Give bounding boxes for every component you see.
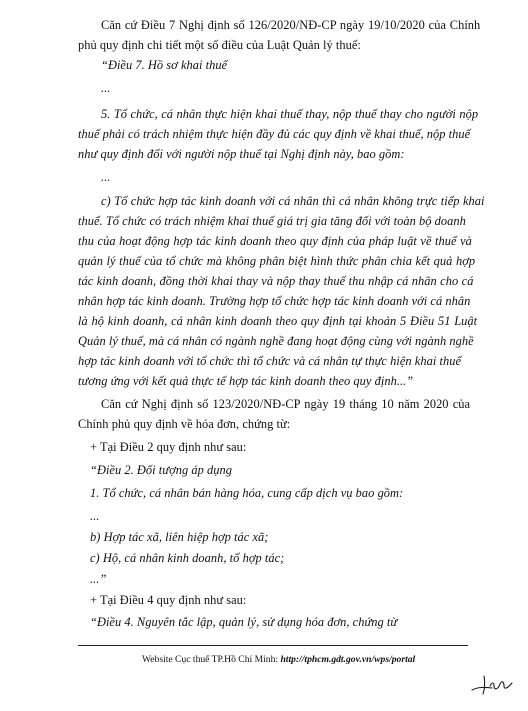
quote-line: là hộ kinh doanh, cá nhân kinh doanh theo quy định tại khoản 5 Điều 51 Luật	[78, 314, 478, 328]
quote-line: nhân hợp tác kinh doanh. Trường hợp tổ chức hợp tác kinh doanh với cá nhân	[78, 294, 471, 308]
quote-line: 1. Tổ chức, cá nhân bán hàng hóa, cung cấp dịch vụ bao gồm:	[90, 486, 404, 500]
quote-line: thu của hoạt động hợp tác kinh doanh theo quy định của pháp luật về thuế và	[78, 234, 472, 248]
quote-line: hợp tác kinh doanh với tổ chức thì tổ chức và cá nhân tự thực hiện khai thuế	[78, 354, 461, 368]
handwritten-signature-icon	[470, 670, 518, 696]
quote-line: tác kinh doanh, đồng thời khai thay và nộp thay thuế thu nhập cá nhân cho cá	[78, 274, 474, 288]
footer-label: Website Cục thuế TP.Hồ Chí Minh:	[142, 654, 281, 665]
quote-line: tương ứng với kết quả thực tế hợp tác kinh doanh theo quy định...”	[78, 374, 414, 388]
quote-line: như quy định đối với người nộp thuế tại Nghị định này, bao gồm:	[78, 147, 405, 161]
paragraph-line: Căn cứ Nghị định số 123/2020/NĐ-CP ngày 19 tháng 10 năm 2020 của	[101, 397, 471, 411]
quote-line: Quản lý thuế, mà cá nhân có ngành nghề đang hoạt động cùng với ngành nghề	[78, 334, 474, 348]
quote-line: “Điều 2. Đối tượng áp dụng	[90, 463, 233, 477]
paragraph-line: Chính phủ quy định về hóa đơn, chứng từ:	[78, 417, 291, 431]
ellipsis-line: ...	[101, 170, 111, 184]
footer-url-link[interactable]: http://tphcm.gdt.gov.vn/wps/portal	[280, 654, 416, 665]
ellipsis-line: ...	[101, 81, 111, 95]
paragraph-line: phủ quy định chi tiết một số điều của Luật Quản lý thuế:	[78, 38, 361, 52]
ellipsis-line: ...	[90, 509, 100, 523]
quote-line: c) Hộ, cá nhân kinh doanh, tổ hợp tác;	[90, 551, 285, 565]
ellipsis-line: ...”	[90, 572, 107, 586]
quote-line: c) Tổ chức hợp tác kinh doanh với cá nhân thì cá nhân không trực tiếp khai	[101, 194, 485, 208]
quote-line: “Điều 7. Hồ sơ khai thuế	[101, 58, 228, 72]
quote-line: thuế phải có trách nhiệm thực hiện đầy đủ các quy định về khai thuế, nộp thuế	[78, 127, 471, 141]
quote-line: quản lý thuế của tổ chức mà không phân biệt hình thức phân chia kết quả hợp	[78, 254, 476, 268]
quote-line: 5. Tổ chức, cá nhân thực hiện khai thuế thay, nộp thuế thay cho người nộp	[101, 107, 479, 121]
paragraph-line: + Tại Điều 2 quy định như sau:	[90, 440, 247, 454]
paragraph-line: Căn cứ Điều 7 Nghị định số 126/2020/NĐ-CP ngày 19/10/2020 của Chính	[101, 18, 481, 32]
quote-line: thuế. Tổ chức có trách nhiệm khai thuế giá trị gia tăng đối với toàn bộ doanh	[78, 214, 466, 228]
quote-line: “Điều 4. Nguyên tắc lập, quản lý, sử dụng hóa đơn, chứng từ	[90, 615, 398, 629]
paragraph-line: + Tại Điều 4 quy định như sau:	[90, 593, 247, 607]
quote-line: b) Hợp tác xã, liên hiệp hợp tác xã;	[90, 530, 269, 544]
footer	[142, 654, 415, 666]
footer-divider	[78, 645, 468, 646]
